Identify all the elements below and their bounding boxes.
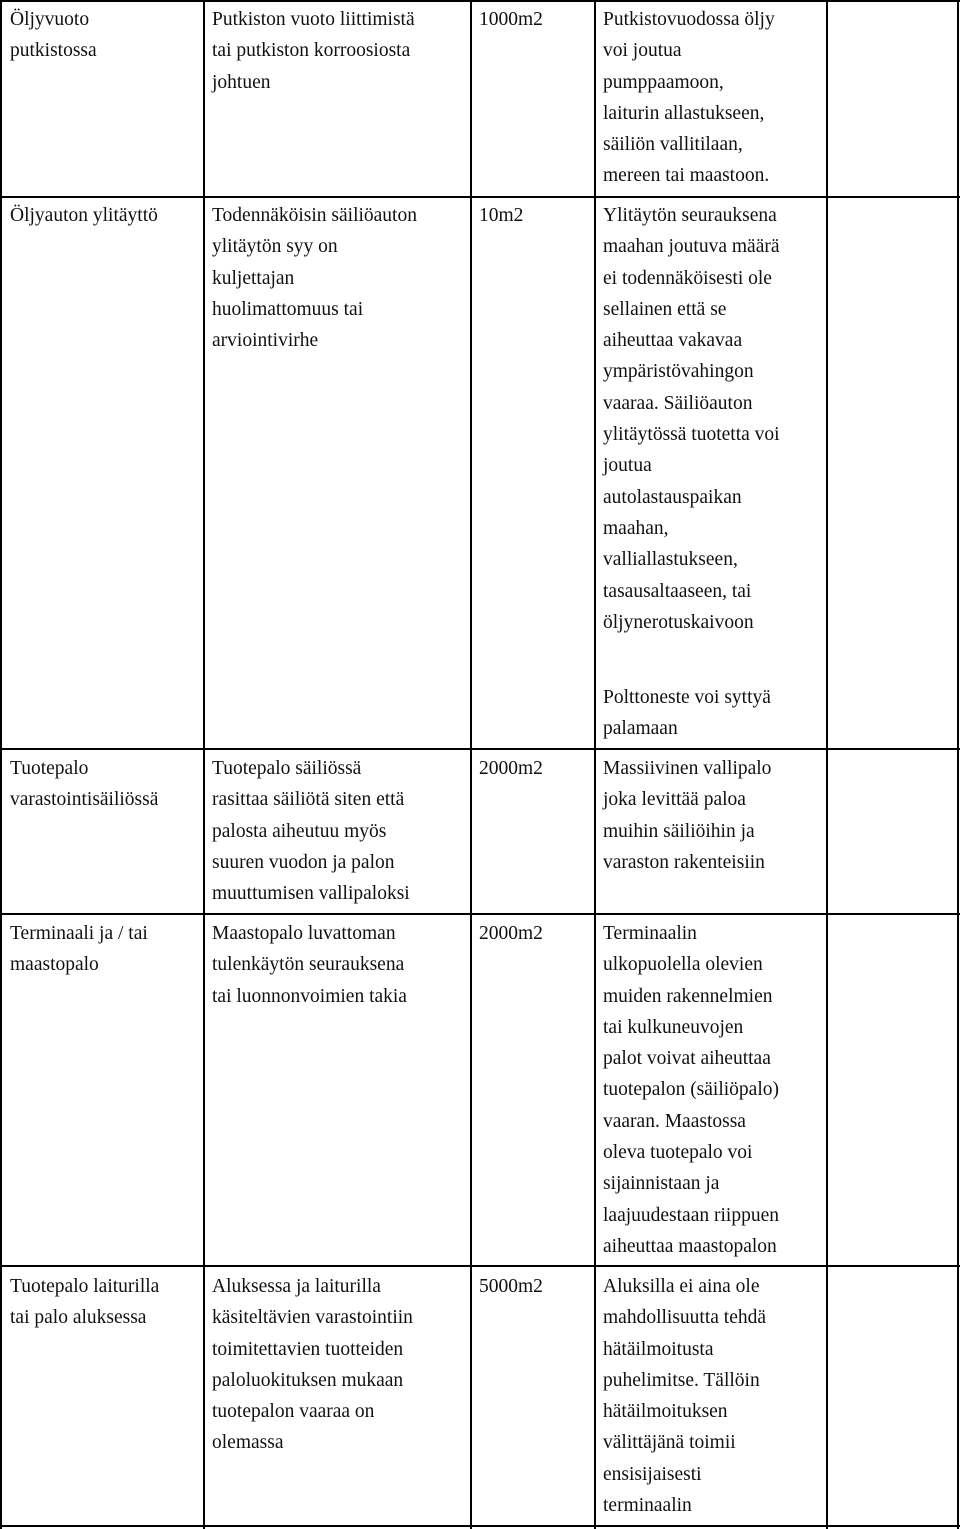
- table-cell-description: Putkiston vuoto liittimistä tai putkiston korroosiosta johtuen: [212, 9, 415, 93]
- table-cell-consequences: Massiivinen vallipalo joka levittää paloa muihin säiliöihin ja varaston rakenteisiin: [603, 758, 772, 873]
- table-cell-event: Öljyauton ylitäyttö: [10, 205, 158, 226]
- grid-line: [0, 0, 960, 2]
- table-cell-description: Maastopalo luvattoman tulenkäytön seurauksena tai luonnonvoimien takia: [212, 923, 407, 1007]
- grid-line: [594, 0, 596, 1529]
- table-cell-description: Tuotepalo säiliössä rasittaa säiliötä siten että palosta aiheutuu myös suuren vuodon ja palon muuttumisen vallipaloksi: [212, 758, 410, 905]
- table-cell-area: 2000m2: [479, 923, 543, 944]
- table-cell-area: 1000m2: [479, 9, 543, 30]
- table-cell-event: Tuotepalo varastointisäiliössä: [10, 758, 159, 811]
- table-cell-area: 2000m2: [479, 758, 543, 779]
- table-cell-consequences: Putkistovuodossa öljy voi joutua pumppaamoon, laiturin allastukseen, säiliön vallitilaan, mereen tai maastoon.: [603, 9, 775, 187]
- table-cell-description: Todennäköisin säiliöauton ylitäytön syy on kuljettajan huolimattomuus tai arviointivirhe: [212, 205, 417, 352]
- table-cell-consequences: Terminaalin ulkopuolella olevien muiden rakennelmien tai kulkuneuvojen palot voivat aiheuttaa tuotepalon (säiliöpalo) vaaran. Maastossa oleva tuotepalo voi sijainnistaan ja laajuudestaan riippuen aiheuttaa maastopalon: [603, 923, 779, 1257]
- grid-line: [957, 0, 959, 1529]
- grid-line: [470, 0, 472, 1529]
- table-cell-event: Öljyvuoto putkistossa: [10, 9, 97, 62]
- grid-line: [0, 913, 960, 915]
- grid-line: [0, 748, 960, 750]
- grid-line: [0, 0, 2, 1529]
- grid-line: [0, 196, 960, 198]
- grid-line: [203, 0, 205, 1529]
- table-cell-area: 10m2: [479, 205, 524, 226]
- table-cell-consequences: Aluksilla ei aina ole mahdollisuutta tehdä hätäilmoitusta puhelimitse. Tällöin hätäilmoituksen välittäjänä toimii ensisijaisesti terminaalin: [603, 1276, 767, 1517]
- table-cell-event: Terminaali ja / tai maastopalo: [10, 923, 148, 976]
- grid-line: [0, 1525, 960, 1527]
- table-cell-consequences: Ylitäytön seurauksena maahan joutuva määrä ei todennäköisesti ole sellainen että se aiheuttaa vakavaa ympäristövahingon vaaraa. Säiliöauton ylitäytössä tuotetta voi joutua autolastauspaikan maahan, valliallastukseen, tasausaltaaseen, tai öljynerotuskaivoon: [603, 205, 780, 633]
- table-cell-description: Aluksessa ja laiturilla käsiteltävien varastointiin toimitettavien tuotteiden paloluokituksen mukaan tuotepalon vaaraa on olemassa: [212, 1276, 413, 1454]
- table-cell-consequences: Polttoneste voi syttyä palamaan: [603, 687, 771, 740]
- table-cell-area: 5000m2: [479, 1276, 543, 1297]
- table-cell-event: Tuotepalo laiturilla tai palo aluksessa: [10, 1276, 160, 1329]
- grid-line: [826, 0, 828, 1529]
- grid-line: [0, 1265, 960, 1267]
